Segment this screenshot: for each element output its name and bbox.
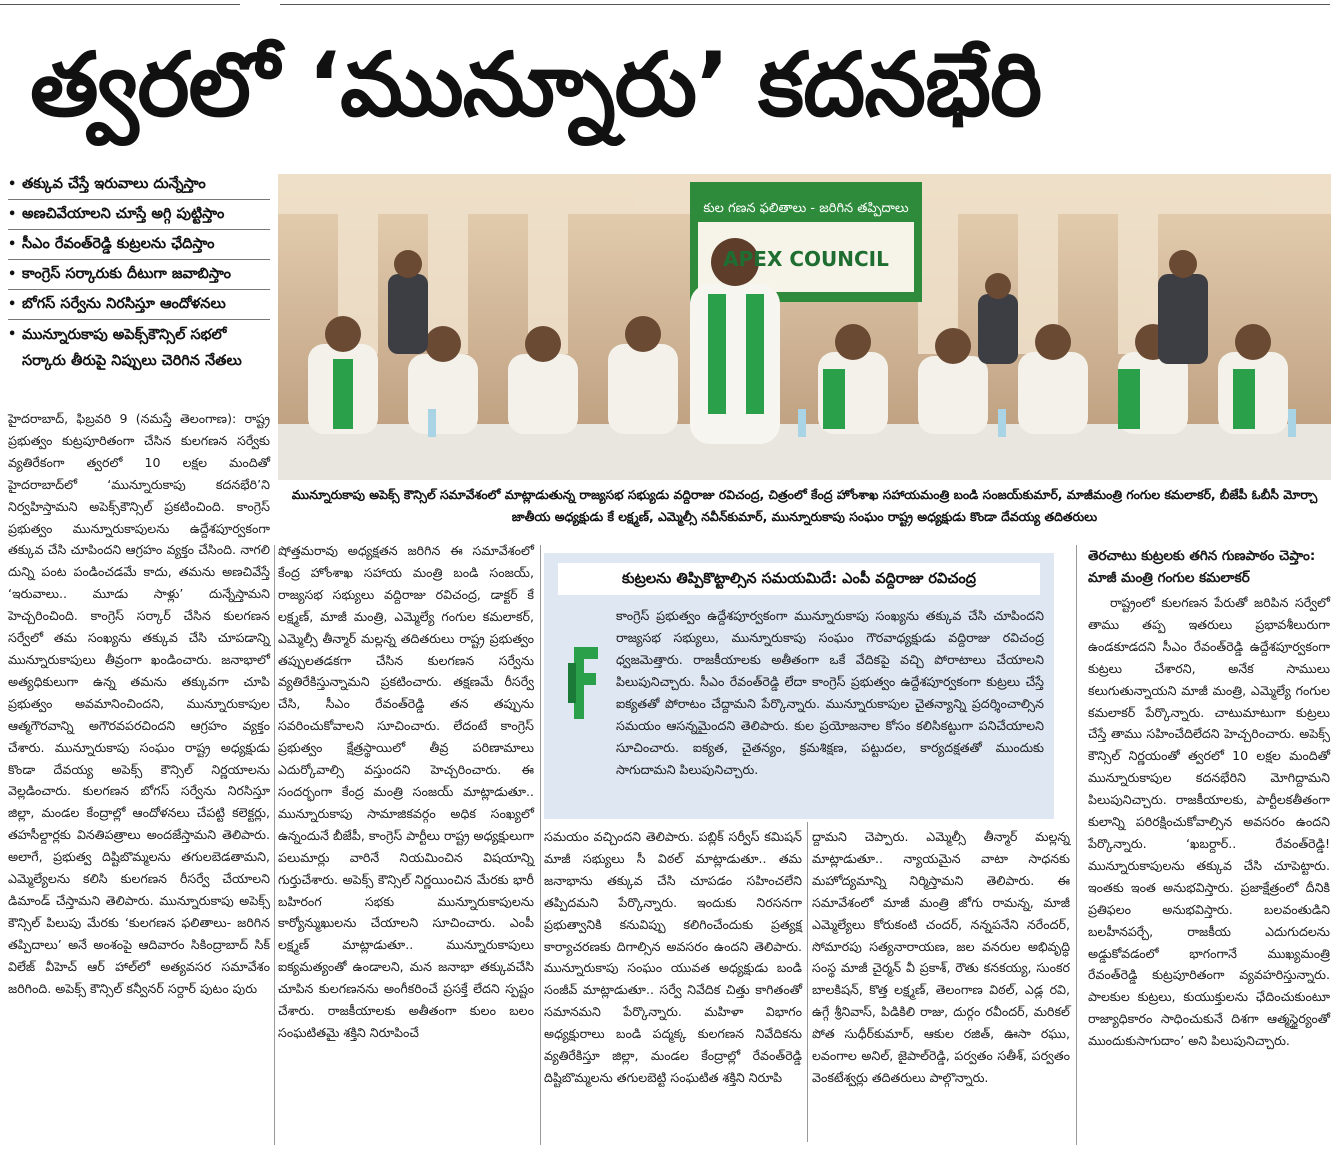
- column-divider: [540, 545, 541, 1145]
- bullet-item: • అణచివేయాలని చూస్తే అగ్గి పుట్టిస్తాం: [8, 200, 270, 230]
- article-column-3: [544, 826, 802, 1089]
- article-column-4: [812, 826, 1070, 1089]
- banner-text-2: APEX COUNCIL: [723, 247, 889, 271]
- article-paragraph: హైదరాబాద్, ఫిబ్రవరి 9 (నమస్తే తెలంగాణ): రాష్ట్ర ప్రభుత్వం కుట్రపూరితంగా చేసిన కులగణన సర్వేకు వ్యతిరేకంగా త్వరలో 10 లక్షల మందితో హైదరాబాద్‌లో ‘మున్నూరుకాపు కదనభేరి’ని నిర్వహిస్తామని అపెక్స్‌కౌన్సిల్ ప్రకటించింది. కాంగ్రెస్ ప్రభుత్వం మున్నూరుకాపులను ఉద్దేశపూర్వకంగా తక్కువ చేసి చూపిందని ఆగ్రహం వ్యక్తం చేసింది. నాగలి దున్ని పంట పండించడమే కాదు, తమను అణచివేస్తే ‘ఇరువాలు.. మూడు సాళ్లు’ దున్నేస్తామని హెచ్చరించింది. కాంగ్రెస్ సర్కార్ చేసిన కులగణన సర్వేలో తమ సంఖ్యను తక్కువ చేసి చూపడాన్ని మున్నూరుకాపులు తీవ్రంగా ఖండించారు. జనాభాలో అత్యధికులుగా ఉన్న తమను తక్కువగా చూపి ప్రభుత్వం అవమానించిందని, మున్నూరుకాపుల ఆత్మగౌరవాన్ని అగౌరవపరచిందని ఆగ్రహం వ్యక్తం చేశారు. మున్నూరుకాపు సంఘం రాష్ట్ర అధ్యక్షుడు కొండా దేవయ్య అపెక్స్ కౌన్సిల్ నిర్ణయాలను వెల్లడించారు. కులగణన బోగస్ సర్వేను నిరసిస్తూ జిల్లా, మండల కేంద్రాల్లో ఆందోళనలు చేపట్టి కలెక్టర్లు, తహసీల్దార్లకు వినతిపత్రాలు అందజేస్తామని తెలిపారు. అలాగే, ప్రభుత్వ దిష్టిబొమ్మలను తగులబెడతామని, ఎమ్మెల్యేలను కలిసి కులగణన రీసర్వే చేయాలని డిమాండ్ చేస్తామని తెలిపారు. మున్నూరుకాపు అపెక్స్ కౌన్సిల్ పిలుపు మేరకు ‘కులగణన ఫలితాలు- జరిగిన తప్పిదాలు’ అనే అంశంపై ఆదివారం సికింద్రాబాద్ సిక్ విలేజ్ వీహెచ్ ఆర్ హాల్‌లో అత్యవసర సమావేశం జరిగింది. అపెక్స్ కౌన్సిల్ కన్వీనర్ సర్దార్ పుటం పురు: [8, 411, 270, 996]
- article-paragraph: షోత్తమరావు అధ్యక్షతన జరిగిన ఈ సమావేశంలో కేంద్ర హోంశాఖ సహాయ మంత్రి బండి సంజయ్, రాజ్యసభ సభ్యులు వద్దిరాజు రవిచంద్ర, డాక్టర్ కే లక్ష్మణ్, మాజీ మంత్రి, ఎమ్మెల్యే గంగుల కమలాకర్, ఎమ్మెల్సీ తీన్మార్ మల్లన్న తదితరులు రాష్ట్ర ప్రభుత్వం తప్పులతడకగా చేసిన కులగణన సర్వేను వ్యతిరేకిస్తున్నామని ప్రకటించారు. తక్షణమే రీసర్వే చేసి, సీఎం రేవంత్‌రెడ్డి తన తప్పును సవరించుకోవాలని సూచించారు. లేదంటే కాంగ్రెస్ ప్రభుత్వం క్షేత్రస్థాయిలో తీవ్ర పరిణామాలు ఎదుర్కోవాల్సి వస్తుందని హెచ్చరించారు. ఈ సందర్భంగా కేంద్ర మంత్రి సంజయ్ మాట్లాడుతూ.. మున్నూరుకాపు సామాజికవర్గం అధిక సంఖ్యలో ఉన్నందునే బీజేపీ, కాంగ్రెస్ పార్టీలు రాష్ట్ర అధ్యక్షులుగా పలుమార్లు వారినే నియమించిన విషయాన్ని గుర్తుచేశారు. అపెక్స్ కౌన్సిల్ నిర్ణయించిన మేరకు భారీ బహిరంగ సభకు మున్నూరుకాపులను కార్యోన్ముఖులను చేయాలని సూచించారు. ఎంపీ లక్ష్మణ్ మాట్లాడుతూ.. మున్నూరుకాపులు ఐక్యమత్యంతో ఉండాలని, మన జనాభా తక్కువచేసి చూపిన కులగణనను అంగీకరించే ప్రసక్తే లేదని స్పష్టం చేశారు. రాజకీయాలకు అతీతంగా కులం బలం సంఘటితమై శక్తిని నిరూపించే: [278, 543, 534, 1040]
- bullet-item: • కాంగ్రెస్ సర్కారుకు దీటుగా జవాబిస్తాం: [8, 260, 270, 290]
- article-column-1: [8, 408, 270, 999]
- bullet-item: • మున్నూరుకాపు అపెక్స్‌కౌన్సిల్ సభలో సర్కారు తీరుపై నిప్పులు చెరిగిన నేతలు: [8, 320, 270, 376]
- article-paragraph: ద్దామని చెప్పారు. ఎమ్మెల్సీ తీన్మార్ మల్లన్న మాట్లాడుతూ.. న్యాయమైన వాటా సాధనకు మహోద్యమాన్ని నిర్మిస్తామని తెలిపారు. ఈ సమావేశంలో మాజీ మంత్రి జోగు రామన్న, మాజీ ఎమ్మెల్యేలు కోరుకంటి చందర్, నన్నపనేని నరేందర్, సోమారపు సత్యనారాయణ, జల వనరుల అభివృద్ధి సంస్థ మాజీ చైర్మన్ వీ ప్రకాశ్, రౌతు కనకయ్య, సుంకర బాలకిషన్, కొత్త లక్ష్మణ్, తెలంగాణ విఠల్, ఎడ్ల రవి, ఉగ్గే శ్రీనివాస్, పిడికిలి రాజు, దుర్గం రవీందర్, మరికల్ పోత సుధీర్‌కుమార్, ఆకుల రజిత్, ఊసా రఘు, లవంగాల అనిల్, జైపాల్‌రెడ్డి, పర్వతం సతీశ్, పర్వతం వెంకటేశ్వర్లు తదితరులు పాల్గొన్నారు.: [812, 829, 1070, 1085]
- bullet-item: • తక్కువ చేస్తే ఇరువాలు దున్నేస్తాం: [8, 170, 270, 200]
- quote-mark-icon: [562, 643, 606, 723]
- banner-text: కుల గణన ఫలితాలు - జరిగిన తప్పిదాలు: [703, 201, 909, 216]
- bullet-list: [8, 170, 270, 376]
- article-paragraph: సమయం వచ్చిందని తెలిపారు. పబ్లిక్ సర్వీస్ కమిషన్ మాజీ సభ్యులు సీ విఠల్ మాట్లాడుతూ.. తమ జనాభాను తక్కువ చేసి చూపడం సహించలేని తప్పిదమని పేర్కొన్నారు. ఇందుకు నిరసనగా ప్రభుత్వానికి కనువిప్పు కలిగించేందుకు ప్రత్యక్ష కార్యాచరణకు దిగాల్సిన అవసరం ఉందని తెలిపారు. మున్నూరుకాపు సంఘం యువత అధ్యక్షుడు బండి సంజీవ్ మాట్లాడుతూ.. సర్వే నివేదిక చిత్తు కాగితంతో సమానమని పేర్కొన్నారు. మహిళా విభాగం అధ్యక్షురాలు బండి పద్మక్క కులగణన నివేదికను వ్యతిరేకిస్తూ జిల్లా, మండల కేంద్రాల్లో రేవంత్‌రెడ్డి దిష్టిబొమ్మలను తగులబెట్టి సంఘటిత శక్తిని నిరూపి: [544, 829, 802, 1085]
- bullet-dot-icon: •: [8, 177, 17, 192]
- headline: త్వరలో ‘మున్నూరు’ కదనభేరి: [30, 33, 1042, 136]
- article-column-2: [278, 540, 534, 1044]
- top-rule-right: [280, 4, 1330, 5]
- bullet-item: • బోగస్ సర్వేను నిరసిస్తూ ఆందోళనలు: [8, 290, 270, 320]
- bullet-item: • సీఎం రేవంత్‌రెడ్డి కుట్రలను ఛేదిస్తాం: [8, 230, 270, 260]
- sidebar-title: కుట్రలను తిప్పికొట్టాల్సిన సమయమిదే: ఎంపీ వద్దిరాజు రవిచంద్ర: [558, 563, 1040, 595]
- event-photo: [278, 174, 1331, 480]
- event-photo-graphic: [278, 174, 1331, 480]
- column-divider: [807, 822, 808, 1142]
- photo-caption: మున్నూరుకాపు అపెక్స్ కౌన్సిల్ సమావేశంలో మాట్లాడుతున్న రాజ్యసభ సభ్యుడు వద్దిరాజు రవిచంద్ర, చిత్రంలో కేంద్ర హోంశాఖ సహాయమంత్రి బండి సంజయ్‌కుమార్, మాజీమంత్రి గంగుల కమలాకర్, బీజేపీ ఓబీసీ మోర్చా జాతీయ అధ్యక్షుడు కే లక్ష్మణ్, ఎమ్మెల్సీ నవీన్‌కుమార్, మున్నూరుకాపు సంఘం రాష్ట్ర అధ్యక్షుడు కొండా దేవయ్య తదితరులు: [291, 487, 1318, 524]
- sidebar-body: కాంగ్రెస్ ప్రభుత్వం ఉద్దేశపూర్వకంగా మున్నూరుకాపు సంఖ్యను తక్కువ చేసి చూపిందని రాజ్యసభ సభ్యులు, మున్నూరుకాపు సంఘం గౌరవాధ్యక్షుడు వద్దిరాజు రవిచంద్ర ధ్వజమెత్తారు. రాజకీయాలకు అతీతంగా ఒకే వేదికపై వచ్చి పోరాటాలు చేయాలని పిలుపునిచ్చారు. సీఎం రేవంత్‌రెడ్డి లేదా కాంగ్రెస్ ప్రభుత్వం ఉద్దేశపూర్వకంగా కుట్రలు చేస్తే ఐక్యతతో పోరాటం చేద్దామని పేర్కొన్నారు. మున్నూరుకాపుల చైతన్యాన్ని ప్రదర్శించాల్సిన సమయం ఆసన్నమైందని తెలిపారు. కుల ప్రయోజనాల కోసం కలిసికట్టుగా పనిచేయాలని సూచించారు. ఐక్యత, చైతన్యం, క్రమశిక్షణ, పట్టుదల, కార్యదక్షతతో ముందుకు సాగుదామని పిలుపునిచ్చారు.: [616, 608, 1044, 777]
- bullet-dot-icon: •: [8, 327, 17, 342]
- bullet-dot-icon: •: [8, 237, 17, 252]
- column-divider: [274, 545, 275, 1145]
- right-subheadline: తెరచాటు కుట్రలకు తగిన గుణపాఠం చెప్తాం: మాజీ మంత్రి గంగుల కమలాకర్: [1088, 548, 1316, 586]
- article-paragraph: రాష్ట్రంలో కులగణన పేరుతో జరిపిన సర్వేలో తాము తప్ప ఇతరులు ప్రభావశీలురుగా ఉండకూడదని సీఎం రేవంత్‌రెడ్డి ఉద్దేశపూర్వకంగా కుట్రలు చేశారని, అనేక సాములు కలుగుతున్నాయని మాజీ మంత్రి, ఎమ్మెల్యే గంగుల కమలాకర్ పేర్కొన్నారు. చాటుమాటుగా కుట్రలు చేస్తే తాము సహించేదిలేదని హెచ్చరించారు. అపెక్స్ కౌన్సిల్ నిర్ణయంతో త్వరలో 10 లక్షల మందితో మున్నూరుకాపుల కదనభేరిని మోగిద్దామని పిలుపునిచ్చారు. రాజకీయాలకు, పార్టీలకతీతంగా కులాన్ని పరిరక్షించుకోవాల్సిన అవసరం ఉందని పేర్కొన్నారు. ‘ఖబర్దార్.. రేవంత్‌రెడ్డి! మున్నూరుకాపులను తక్కువ చేసి చూపెట్టారు. ఇంతకు ఇంత అనుభవిస్తారు. ప్రజాక్షేత్రంలో దీనికి ప్రతిఫలం అనుభవిస్తారు. బలవంతుడిని బలహీనపర్చే, రాజకీయ ఎదుగుదలను అడ్డుకోవడంలో భాగంగానే ముఖ్యమంత్రి రేవంత్‌రెడ్డి కుట్రపూరితంగా వ్యవహరిస్తున్నారు. పాలకుల కుట్రలు, కుయుక్తులను ఛేదించుకుంటూ రాజ్యాధికారం సాధించుకునే దిశగా ఆత్మస్థైర్యంతో ముందుకుసాగుదాం’ అని పిలుపునిచ్చారు.: [1088, 595, 1330, 1049]
- bullet-dot-icon: •: [8, 297, 17, 312]
- sidebar-box: [544, 553, 1054, 819]
- bullet-dot-icon: •: [8, 207, 17, 222]
- bullet-dot-icon: •: [8, 267, 17, 282]
- top-rule-left: [0, 4, 240, 5]
- column-divider: [1076, 545, 1077, 1145]
- article-column-5: [1088, 592, 1330, 1052]
